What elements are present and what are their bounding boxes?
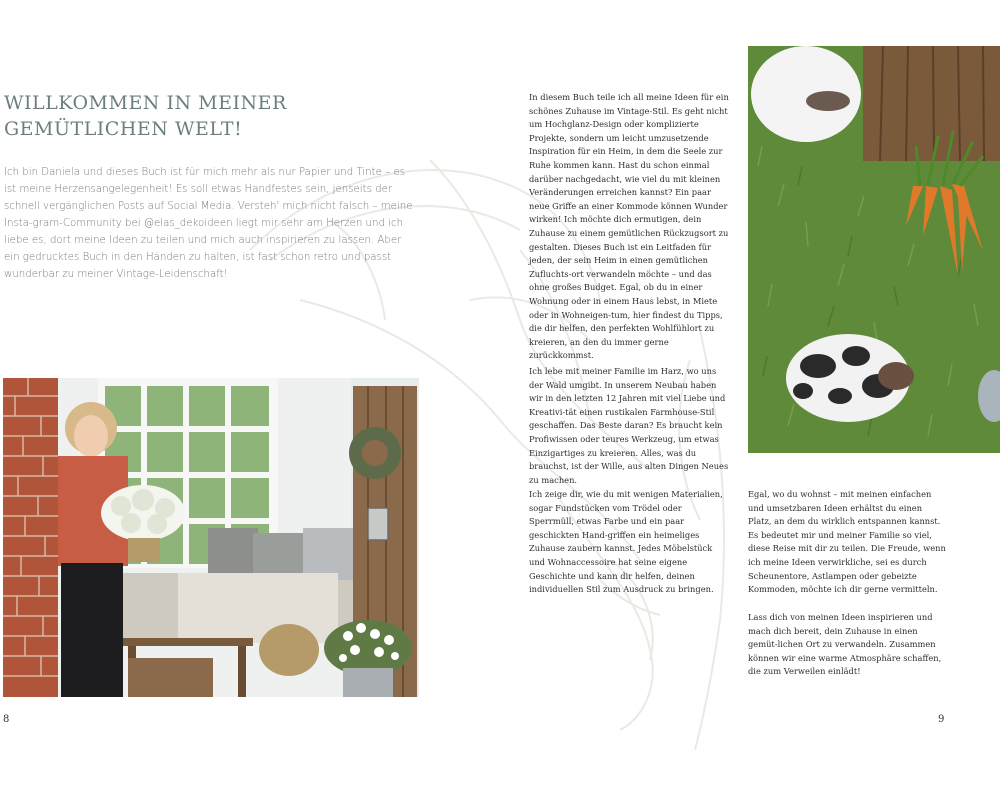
intro-paragraph: Ich bin Daniela und dieses Buch ist für mich mehr als nur Papier und Tinte – es ist meine Herzensangelegenheit! Es soll etwas Handfestes sein, jenseits der schnell vergänglichen Posts auf Social Media. Versteh' mich nicht falsch – meine Insta-gram-Community bei @elas_dekoideen liegt mir sehr am Herzen und ich liebe es, dort meine Ideen zu teilen und mich auch inspirieren zu lassen. Aber ein gedrucktes Buch in den Händen zu halten, ist fast schon retro und passt wunderbar zu meiner Vintage-Leidenschaft! — [4, 167, 413, 280]
body-paragraph-3: Ich zeige dir, wie du mit wenigen Materialien, sogar Fundstücken vom Trödel oder Sperrmüll, etwas Farbe und ein paar geschickten Hand-griffen ein heimeliges Zuhause zaubern kannst. Jedes Möbelstück und Wohnaccessoire hat seine eigene Geschichte und kann dir helfen, deinen individuellen Stil zum Ausdruck zu bringen. — [529, 489, 723, 595]
garden-photo — [748, 46, 1000, 453]
body-paragraph-2: Ich lebe mit meiner Familie im Harz, wo uns der Wald umgibt. In unserem Neubau haben wir in den letzten 12 Jahren mit viel Liebe und Kreativi-tät einen rustikalen Farmhouse-Stil geschaffen. Das Beste daran? Es braucht kein Profiwissen oder teures Werkzeug, um etwas Einzigartiges zu kreieren. Alles, was du brauchst, ist der Wille, aus alten Dingen Neues zu machen. — [529, 366, 729, 485]
room-photo — [3, 378, 419, 697]
title-line-1: WILLKOMMEN IN MEINER — [4, 92, 287, 114]
body-paragraph-4: Egal, wo du wohnst – mit meinen einfachen und umsetzbaren Ideen erhältst du einen Platz, an dem du wirklich entspannen kannst. Es bedeutet mir und meiner Familie so viel, diese Reise mit dir zu teilen. Die Freude, wenn ich meine Ideen verwirkliche, sei es durch Scheunentore, Astlampen oder gebeizte Kommoden, möchte ich dir gerne vermitteln. — [748, 489, 946, 595]
page-title — [4, 90, 384, 142]
body-paragraph-1: In diesem Buch teile ich all meine Ideen für ein schönes Zuhause im Vintage-Stil. Es geht nicht um Hochglanz-Design oder komplizierte Projekte, sondern um leicht umzusetzende Inspiration für ein Heim, in dem die Seele zur Ruhe kommen kann. Hast du schon einmal darüber nachgedacht, wie viel du mit kleinen Veränderungen erreichen kannst? Ein paar neue Griffe an einer Kommode können Wunder wirken! Ich möchte dich ermutigen, dein Zuhause zu einem gemütlichen Rückzugsort zu gestalten. Dieses Buch ist ein Leitfaden für jeden, der sein Heim in einen gemütlichen Zufluchts-ort verwandeln möchte – und das ohne großes Budget. Egal, ob du in einer Wohnung oder in einem Haus lebst, in Miete oder in Wohneigen-tum, hier findest du Tipps, die dir helfen, den perfekten Wohlfühlort zu kreieren, an den du immer gerne zurückkommst. — [529, 92, 729, 361]
title-line-2: GEMÜTLICHEN WELT! — [4, 118, 243, 140]
page-number-left: 8 — [3, 714, 10, 725]
body-paragraph-5: Lass dich von meinen Ideen inspirieren und mach dich bereit, dein Zuhause in einen gemüt-lichen Ort zu verwandeln. Zusammen können wir eine warme Atmosphäre schaffen, die zum Verweilen einlädt! — [748, 612, 942, 677]
page-number-right: 9 — [938, 714, 945, 725]
